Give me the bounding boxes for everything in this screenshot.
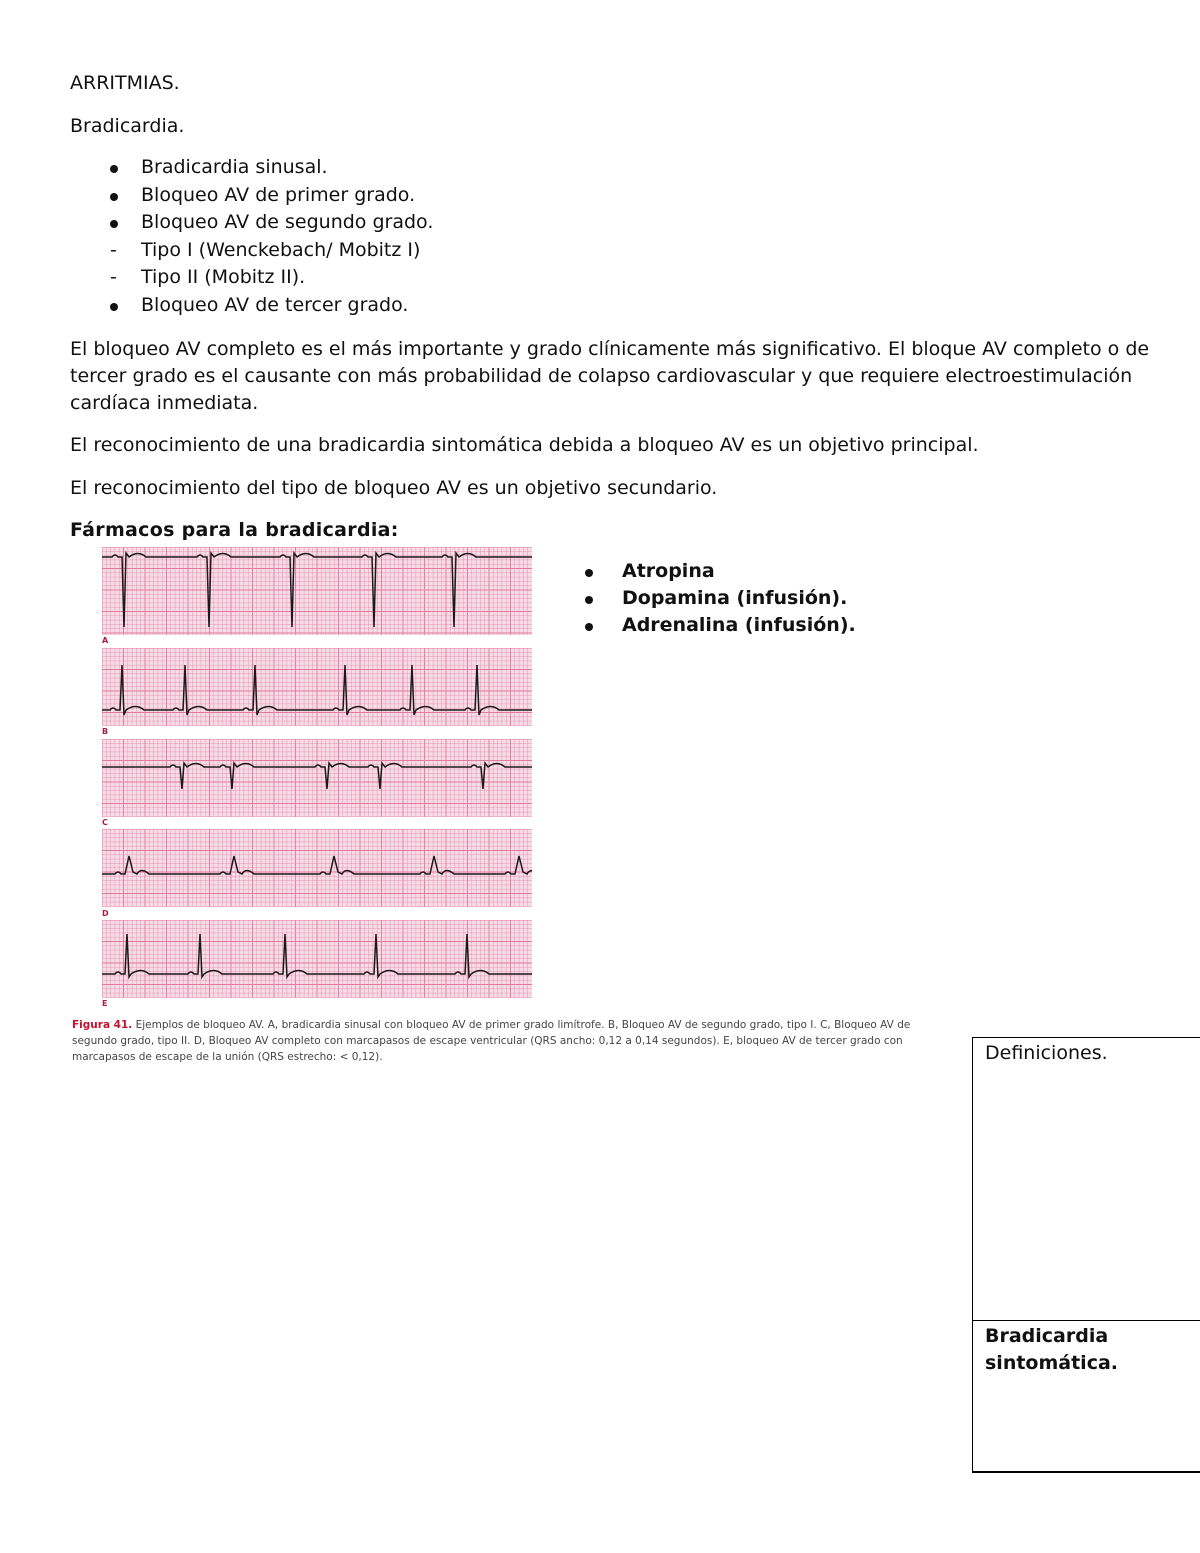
section-subtitle: Bradicardia. xyxy=(70,115,185,137)
paragraph-complete-block: El bloqueo AV completo es el más importante y grado clínicamente más significativo. El bloque AV completo o de tercer grado es el causante con más probabilidad de colapso cardiovascular y que requiere electroestimulación cardíaca inmediata. xyxy=(70,338,1150,414)
dash-icon: - xyxy=(110,266,117,289)
list-item: Bloqueo AV de primer grado. xyxy=(70,182,433,210)
strip-label-c: C xyxy=(102,818,108,827)
caption-label: Figura 41. xyxy=(72,1019,133,1031)
page-title: ARRITMIAS. xyxy=(70,72,180,94)
bradycardia-types-list xyxy=(70,154,433,320)
symptomatic-bradycardia-label: Bradicardia sintomática. xyxy=(985,1325,1118,1374)
ecg-strip-d xyxy=(102,829,532,907)
list-item: Dopamina (infusión). xyxy=(585,585,856,612)
list-item: Bloqueo AV de segundo grado. xyxy=(70,209,433,237)
definitions-label: Definiciones. xyxy=(985,1042,1108,1064)
definitions-cell xyxy=(973,1038,1200,1321)
caption-text: Ejemplos de bloqueo AV. A, bradicardia sinusal con bloqueo AV de primer grado limítrofe. B, Bloqueo AV de segundo grado, tipo I. C, Bloqueo AV de segundo grado, tipo II. D, Bloqueo AV completo con marcapasos de escape ventricular (QRS ancho: 0,12 a 0,14 segundos). E, bloqueo AV de tercer grado con marcapasos de escape de la unión (QRS estrecho: < 0,12). xyxy=(72,1019,911,1063)
bullet-icon xyxy=(110,292,130,320)
list-item: Bradicardia sinusal. xyxy=(70,154,433,182)
definitions-table xyxy=(972,1037,1200,1473)
ecg-strip-a xyxy=(102,547,532,625)
list-item: - Tipo I (Wenckebach/ Mobitz I) xyxy=(70,237,433,265)
drugs-heading: Fármacos para la bradicardia: xyxy=(70,519,399,541)
bullet-icon xyxy=(110,182,130,210)
ecg-strip-e xyxy=(102,920,532,998)
dash-icon: - xyxy=(110,238,117,261)
strip-label-d: D xyxy=(102,909,109,918)
ecg-strip-c xyxy=(102,739,532,817)
bullet-icon xyxy=(585,585,593,612)
strip-label-b: B xyxy=(102,727,109,736)
list-item: - Tipo II (Mobitz II). xyxy=(70,264,433,292)
bullet-icon xyxy=(585,558,593,585)
bullet-icon xyxy=(110,209,130,237)
strip-label-e: E xyxy=(102,999,108,1008)
list-item: Bloqueo AV de tercer grado. xyxy=(70,292,433,320)
strip-label-a: A xyxy=(102,636,109,645)
paragraph-recognition-primary: El reconocimiento de una bradicardia sintomática debida a bloqueo AV es un objetivo principal. xyxy=(70,434,979,456)
symptomatic-bradycardia-cell xyxy=(973,1321,1200,1471)
bullet-icon xyxy=(585,612,593,639)
bullet-icon xyxy=(110,154,130,182)
paragraph-recognition-secondary: El reconocimiento del tipo de bloqueo AV es un objetivo secundario. xyxy=(70,477,718,499)
drugs-list xyxy=(585,558,856,639)
list-item: Atropina xyxy=(585,558,856,585)
ecg-strip-b xyxy=(102,648,532,726)
list-item: Adrenalina (infusión). xyxy=(585,612,856,639)
figure-caption xyxy=(72,1017,957,1065)
